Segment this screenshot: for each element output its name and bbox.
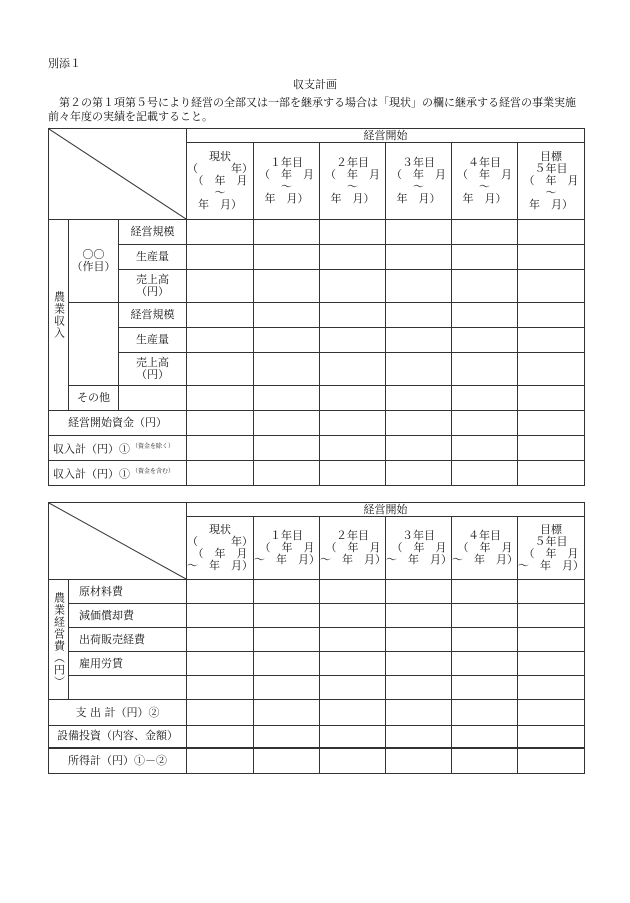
cell[interactable]: [518, 245, 585, 270]
cell[interactable]: [518, 353, 585, 386]
intro-text: 第２の第１項第５号により経営の全部又は一部を継承する場合は「現状」の欄に継承する経営の事業実施前々年度の実績を記載すること。: [48, 96, 576, 123]
cell[interactable]: [254, 270, 320, 303]
cell[interactable]: [518, 461, 585, 486]
period-header-year1: [254, 143, 320, 220]
period-header-year3: [386, 143, 452, 220]
cell[interactable]: [254, 353, 320, 386]
period-title: ２年目: [336, 156, 370, 169]
cell[interactable]: [386, 628, 452, 652]
cell[interactable]: [187, 604, 254, 628]
period-range: （ 年 月 ～ 年 月）: [523, 174, 579, 211]
cell[interactable]: [187, 461, 254, 486]
cell[interactable]: [320, 628, 386, 652]
cell[interactable]: [254, 726, 320, 748]
cell[interactable]: [187, 748, 254, 774]
cell[interactable]: [518, 220, 585, 245]
cell[interactable]: [187, 220, 254, 245]
cell[interactable]: [452, 628, 518, 652]
period-header-target-year5: [518, 143, 585, 220]
row-label-sales: [119, 270, 187, 303]
period-range: （ 年） （ 年 月 ～ 年 月）: [187, 162, 254, 211]
period-title: ４年目: [468, 529, 501, 542]
period-title: 目標 ５年目: [534, 150, 568, 175]
cell[interactable]: [452, 580, 518, 604]
period-title: ４年目: [468, 156, 502, 169]
cell[interactable]: [254, 700, 320, 726]
cell[interactable]: [320, 328, 386, 353]
period-title: ３年目: [402, 156, 436, 169]
cell[interactable]: [452, 328, 518, 353]
cell[interactable]: [452, 676, 518, 700]
cell[interactable]: [452, 386, 518, 411]
cell[interactable]: [452, 652, 518, 676]
cell[interactable]: [187, 628, 254, 652]
corner-diagonal-cell: [49, 129, 187, 220]
cell[interactable]: [386, 726, 452, 748]
cell[interactable]: [187, 270, 254, 303]
cell[interactable]: [518, 386, 585, 411]
document-title: 収支計画: [293, 78, 337, 91]
cell[interactable]: [386, 386, 452, 411]
cell[interactable]: [452, 245, 518, 270]
row-label-scale: 経営規模: [119, 220, 187, 245]
period-range: （ 年 月 ～ 年 月）: [386, 541, 452, 566]
cell[interactable]: [452, 726, 518, 748]
cell[interactable]: [254, 245, 320, 270]
row-label-income-incl-fund: [49, 461, 187, 486]
cell[interactable]: [452, 220, 518, 245]
cell[interactable]: [320, 303, 386, 328]
cell[interactable]: [386, 700, 452, 726]
side-label-farm-expenses: [49, 580, 69, 700]
cell[interactable]: [119, 386, 187, 411]
period-range: （ 年 月 ～ 年 月）: [325, 168, 381, 205]
cell[interactable]: [386, 328, 452, 353]
cell[interactable]: [320, 353, 386, 386]
period-header-target-year5: [518, 517, 585, 580]
row-label-production: 生産量: [119, 245, 187, 270]
cell[interactable]: [254, 411, 320, 436]
expense-plan-table: [48, 502, 585, 774]
period-range: （ 年 月 ～ 年 月）: [452, 541, 518, 566]
cell[interactable]: [386, 580, 452, 604]
cell[interactable]: [518, 303, 585, 328]
cell[interactable]: [518, 604, 585, 628]
period-header-year3: [386, 517, 452, 580]
cell[interactable]: [518, 628, 585, 652]
cell[interactable]: [452, 604, 518, 628]
cell[interactable]: [187, 245, 254, 270]
income-incl-note: （資金を含む）: [132, 467, 175, 475]
cell[interactable]: [254, 303, 320, 328]
cell[interactable]: [452, 270, 518, 303]
cell[interactable]: [254, 604, 320, 628]
cell[interactable]: [320, 411, 386, 436]
period-title: 現状: [209, 150, 232, 163]
income-plan-table: [48, 128, 585, 486]
cell[interactable]: [320, 726, 386, 748]
period-title: 現状: [209, 523, 231, 536]
cell[interactable]: [320, 386, 386, 411]
period-header-year2: [320, 143, 386, 220]
cell[interactable]: [386, 652, 452, 676]
cell[interactable]: [452, 748, 518, 774]
period-range: （ 年 月 ～ 年 月）: [391, 168, 447, 205]
cell[interactable]: [254, 748, 320, 774]
cell[interactable]: [187, 726, 254, 748]
income-incl-text: 収入計（円）①: [53, 467, 130, 481]
row-label-depreciation: 減価償却費: [69, 604, 187, 628]
cell[interactable]: [254, 328, 320, 353]
row-label-expense-total: 支 出 計（円）②: [49, 700, 187, 726]
row-label-blank[interactable]: [69, 676, 187, 700]
diagonal-line: [49, 503, 186, 579]
cell[interactable]: [386, 303, 452, 328]
cell[interactable]: [187, 580, 254, 604]
row-label-production: 生産量: [119, 328, 187, 353]
row-label-net-income: 所得計（円）①－②: [49, 748, 187, 774]
cell[interactable]: [386, 411, 452, 436]
cell[interactable]: [320, 580, 386, 604]
period-header-year4: [452, 517, 518, 580]
cell[interactable]: [187, 353, 254, 386]
cell[interactable]: [386, 461, 452, 486]
side-label-farm-income: [49, 220, 69, 411]
cell[interactable]: [518, 328, 585, 353]
row-label-equipment-investment: 設備投資（内容、金額）: [49, 726, 187, 748]
row-label-sales-text: 売上高 （円）: [136, 356, 169, 381]
cell[interactable]: [187, 676, 254, 700]
cell[interactable]: [452, 303, 518, 328]
period-header-year1: [254, 517, 320, 580]
group-header-management-start: 経営開始: [187, 129, 585, 143]
cell[interactable]: [187, 386, 254, 411]
row-label-labor: 雇用労賃: [69, 652, 187, 676]
cell[interactable]: [518, 436, 585, 461]
annex-label: 別添１: [48, 57, 81, 70]
cell[interactable]: [518, 270, 585, 303]
cell[interactable]: [187, 436, 254, 461]
diagonal-line: [49, 129, 186, 219]
side-label-text: 農業収入: [52, 291, 66, 339]
period-title: ２年目: [336, 529, 369, 542]
cell[interactable]: [386, 220, 452, 245]
cell[interactable]: [254, 580, 320, 604]
period-title: ３年目: [402, 529, 435, 542]
cell[interactable]: [452, 411, 518, 436]
cell[interactable]: [518, 726, 585, 748]
period-range: （ 年 月 ～ 年 月）: [259, 168, 315, 205]
row-label-income-excl-fund: [49, 436, 187, 461]
period-title: １年目: [270, 529, 303, 542]
cell[interactable]: [320, 270, 386, 303]
period-header-year2: [320, 517, 386, 580]
cell[interactable]: [386, 245, 452, 270]
cell[interactable]: [320, 245, 386, 270]
crop-name-text: 〇〇 （作目）: [71, 248, 116, 273]
cell[interactable]: [518, 700, 585, 726]
period-range: （ 年） （ 年 月 ～ 年 月）: [187, 535, 253, 572]
cell[interactable]: [518, 411, 585, 436]
row-label-materials: 原材料費: [69, 580, 187, 604]
row-label-other: その他: [69, 386, 119, 411]
cell[interactable]: [452, 436, 518, 461]
income-excl-note: （資金を除く）: [132, 442, 175, 450]
cell[interactable]: [254, 386, 320, 411]
row-label-sales-text: 売上高 （円）: [136, 273, 169, 298]
cell[interactable]: [187, 328, 254, 353]
period-header-current: [187, 517, 254, 580]
period-range: （ 年 月 ～ 年 月）: [320, 541, 386, 566]
cell[interactable]: [320, 652, 386, 676]
cell[interactable]: [386, 748, 452, 774]
cell[interactable]: [254, 652, 320, 676]
cell[interactable]: [187, 411, 254, 436]
cell[interactable]: [320, 461, 386, 486]
cell[interactable]: [386, 604, 452, 628]
cell[interactable]: [254, 461, 320, 486]
cell[interactable]: [386, 676, 452, 700]
group-header-management-start: 経営開始: [187, 503, 585, 517]
row-label-scale: 経営規模: [119, 303, 187, 328]
cell[interactable]: [187, 652, 254, 676]
crop-name-2[interactable]: [69, 303, 119, 386]
period-range: （ 年 月 ～ 年 月）: [254, 541, 320, 566]
cell[interactable]: [320, 436, 386, 461]
cell[interactable]: [518, 748, 585, 774]
row-label-shipping-sales: 出荷販売経費: [69, 628, 187, 652]
cell[interactable]: [320, 700, 386, 726]
income-excl-text: 収入計（円）①: [53, 442, 130, 456]
cell[interactable]: [187, 303, 254, 328]
corner-diagonal-cell: [49, 503, 187, 580]
period-header-year4: [452, 143, 518, 220]
cell[interactable]: [452, 461, 518, 486]
cell[interactable]: [518, 580, 585, 604]
side-label-text: 農業経営費（円）: [52, 591, 66, 688]
cell[interactable]: [320, 748, 386, 774]
cell[interactable]: [452, 700, 518, 726]
row-label-sales: [119, 353, 187, 386]
cell[interactable]: [320, 604, 386, 628]
row-label-start-fund: 経営開始資金（円）: [49, 411, 187, 436]
cell[interactable]: [254, 220, 320, 245]
period-range: （ 年 月 ～ 年 月）: [518, 547, 584, 572]
cell[interactable]: [254, 628, 320, 652]
cell[interactable]: [386, 436, 452, 461]
period-title: １年目: [270, 156, 304, 169]
cell[interactable]: [452, 353, 518, 386]
crop-name-1: [69, 220, 119, 303]
cell[interactable]: [187, 700, 254, 726]
cell[interactable]: [254, 436, 320, 461]
cell[interactable]: [386, 270, 452, 303]
cell[interactable]: [386, 353, 452, 386]
cell[interactable]: [518, 676, 585, 700]
period-range: （ 年 月 ～ 年 月）: [457, 168, 513, 205]
cell[interactable]: [320, 220, 386, 245]
cell[interactable]: [254, 676, 320, 700]
cell[interactable]: [320, 676, 386, 700]
cell[interactable]: [518, 652, 585, 676]
period-title: 目標 ５年目: [534, 523, 568, 548]
period-header-current: [187, 143, 254, 220]
